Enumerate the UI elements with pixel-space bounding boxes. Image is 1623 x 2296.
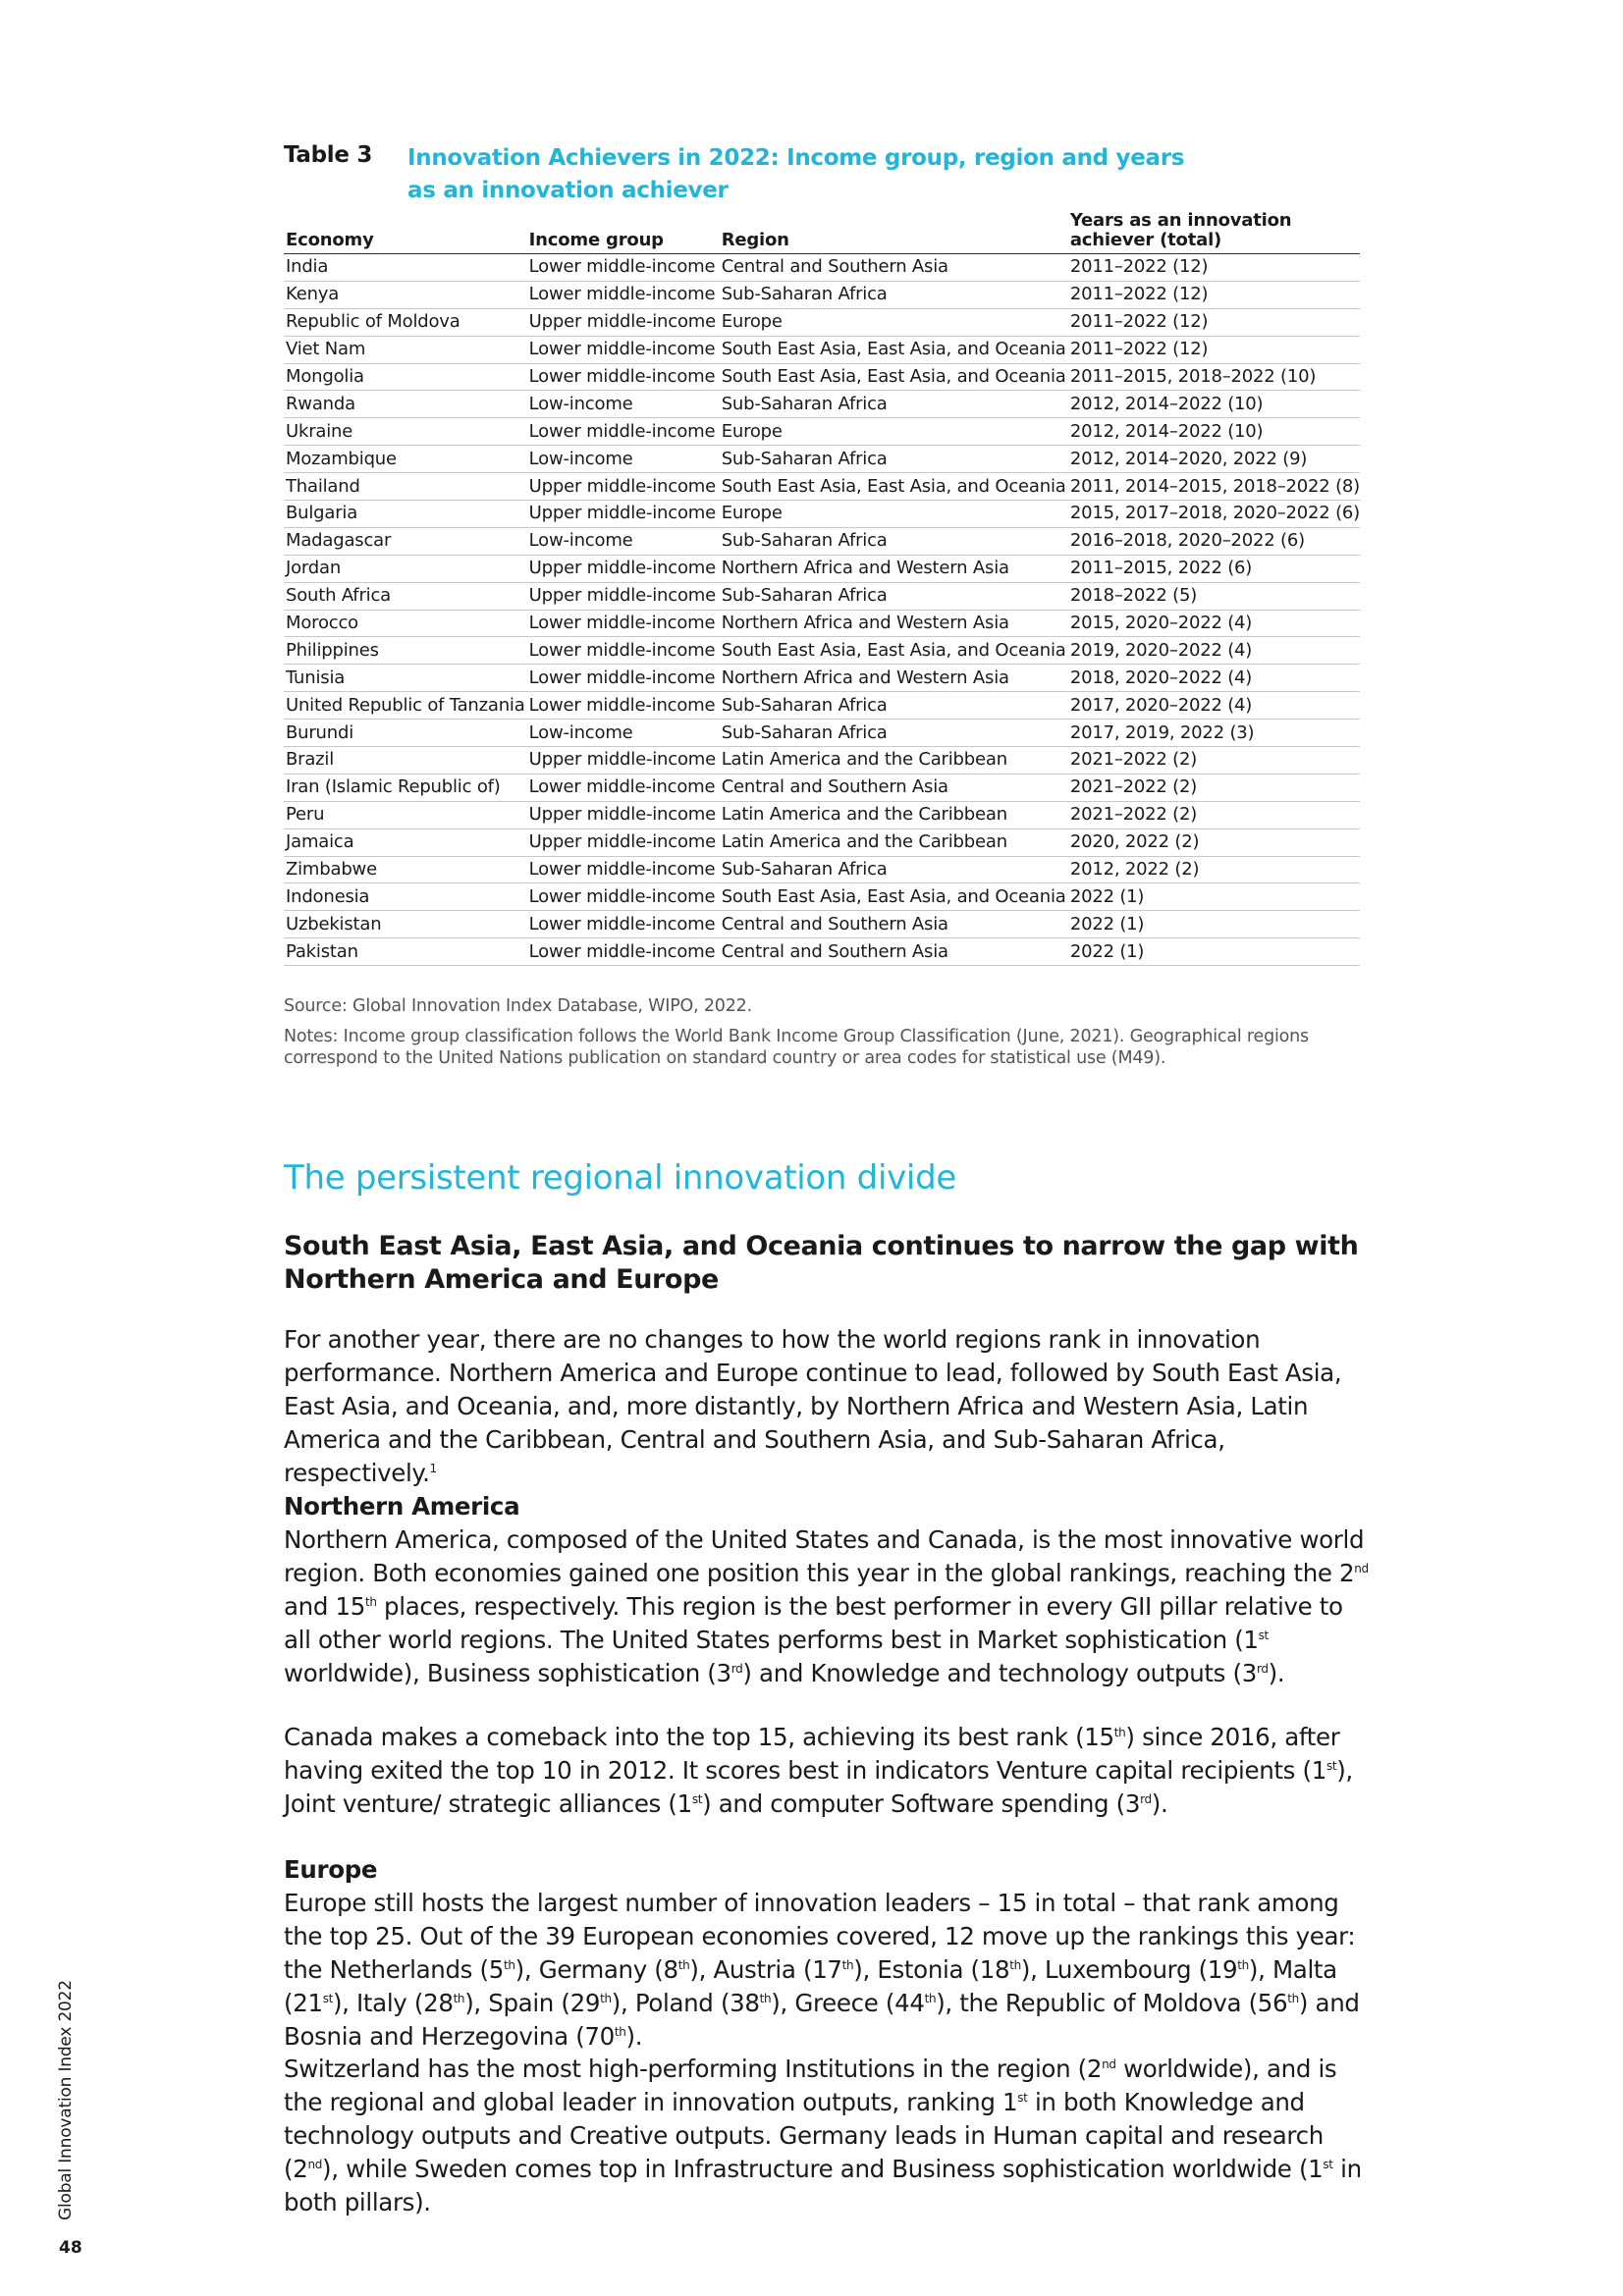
table-row	[284, 637, 1360, 665]
cell-income-group: Lower middle-income	[527, 637, 720, 665]
cell-years: 2012, 2014–2022 (10)	[1068, 418, 1360, 446]
northern-america-paragraph-2: Canada makes a comeback into the top 15, achieving its best rank (15th) since 2016, after having exited the top 10 in 2012. It scores best in indicators Venture capital recipients (1st), Joint venture/ strategic alliances (1st) and computer Software spending (3rd).	[284, 1723, 1353, 1818]
table-row	[284, 720, 1360, 747]
section-subheading: South East Asia, East Asia, and Oceania continues to narrow the gap with Northern America and Europe	[284, 1231, 1359, 1295]
table-row	[284, 363, 1360, 391]
cell-economy: Burundi	[284, 720, 527, 747]
europe-paragraph-2: Switzerland has the most high-performing Institutions in the region (2nd worldwide), and is the regional and global leader in innovation outputs, ranking 1st in both Knowledge and technology outputs and Creative outputs. Germany leads in Human capital and research (2nd), while Sweden comes top in Infrastructure and Business sophistication worldwide (1st in both pillars).	[284, 2055, 1362, 2216]
northern-america-block	[284, 1490, 1374, 1690]
cell-years: 2015, 2020–2022 (4)	[1068, 610, 1360, 637]
cell-economy: Brazil	[284, 747, 527, 774]
cell-economy: Bulgaria	[284, 501, 527, 528]
cell-economy: Ukraine	[284, 418, 527, 446]
cell-income-group: Lower middle-income	[527, 938, 720, 966]
cell-economy: Thailand	[284, 473, 527, 501]
cell-years: 2020, 2022 (2)	[1068, 828, 1360, 856]
table-row	[284, 473, 1360, 501]
cell-income-group: Lower middle-income	[527, 856, 720, 883]
footnote-marker: 1	[429, 1462, 437, 1475]
cell-region: South East Asia, East Asia, and Oceania	[720, 336, 1068, 363]
table-title: Innovation Achievers in 2022: Income group, region and years as an innovation achiever	[407, 145, 1185, 203]
cell-economy: Morocco	[284, 610, 527, 637]
page-number: 48	[59, 2238, 82, 2258]
cell-region: Northern Africa and Western Asia	[720, 555, 1068, 582]
cell-income-group: Upper middle-income	[527, 308, 720, 336]
cell-economy: Rwanda	[284, 391, 527, 418]
cell-income-group: Lower middle-income	[527, 610, 720, 637]
cell-region: Central and Southern Asia	[720, 254, 1068, 282]
cell-region: South East Asia, East Asia, and Oceania	[720, 883, 1068, 911]
header-income-group: Income group	[527, 211, 720, 254]
cell-economy: Jamaica	[284, 828, 527, 856]
table-row	[284, 281, 1360, 308]
northern-america-heading: Northern America	[284, 1492, 520, 1521]
cell-years: 2022 (1)	[1068, 938, 1360, 966]
cell-region: South East Asia, East Asia, and Oceania	[720, 363, 1068, 391]
cell-income-group: Lower middle-income	[527, 774, 720, 801]
cell-years: 2011–2022 (12)	[1068, 254, 1360, 282]
cell-economy: South Africa	[284, 582, 527, 610]
cell-years: 2012, 2022 (2)	[1068, 856, 1360, 883]
table-row	[284, 610, 1360, 637]
europe-paragraph-1: Europe still hosts the largest number of innovation leaders – 15 in total – that rank among the top 25. Out of the 39 European economies covered, 12 move up the rankings this year: the Netherlands (5th), Germany (8th), Austria (17th), Estonia (18th), Luxembourg (19th), Malta (21st), Italy (28th), Spain (29th), Poland (38th), Greece (44th), the Republic of Moldova (56th) and Bosnia and Herzegovina (70th).	[284, 1889, 1360, 2051]
cell-economy: Uzbekistan	[284, 911, 527, 938]
cell-years: 2018, 2020–2022 (4)	[1068, 665, 1360, 692]
cell-region: Central and Southern Asia	[720, 774, 1068, 801]
cell-region: Europe	[720, 308, 1068, 336]
cell-years: 2011–2022 (12)	[1068, 281, 1360, 308]
cell-economy: Madagascar	[284, 527, 527, 555]
cell-income-group: Lower middle-income	[527, 363, 720, 391]
cell-years: 2011–2022 (12)	[1068, 336, 1360, 363]
cell-region: Europe	[720, 418, 1068, 446]
cell-region: Northern Africa and Western Asia	[720, 665, 1068, 692]
cell-income-group: Upper middle-income	[527, 828, 720, 856]
cell-region: Central and Southern Asia	[720, 938, 1068, 966]
switzerland-paragraph	[284, 2053, 1374, 2219]
cell-economy: Kenya	[284, 281, 527, 308]
cell-economy: United Republic of Tanzania	[284, 692, 527, 720]
europe-heading: Europe	[284, 1855, 378, 1884]
cell-income-group: Upper middle-income	[527, 582, 720, 610]
table-row	[284, 418, 1360, 446]
cell-region: South East Asia, East Asia, and Oceania	[720, 637, 1068, 665]
table-row	[284, 774, 1360, 801]
table-row	[284, 747, 1360, 774]
cell-region: Sub-Saharan Africa	[720, 582, 1068, 610]
table-body	[284, 254, 1360, 966]
cell-economy: Jordan	[284, 555, 527, 582]
cell-income-group: Low-income	[527, 720, 720, 747]
header-economy: Economy	[284, 211, 527, 254]
cell-income-group: Lower middle-income	[527, 911, 720, 938]
cell-income-group: Upper middle-income	[527, 747, 720, 774]
cell-region: Sub-Saharan Africa	[720, 446, 1068, 473]
cell-economy: Indonesia	[284, 883, 527, 911]
cell-economy: Mozambique	[284, 446, 527, 473]
header-years: Years as an innovation achiever (total)	[1068, 211, 1360, 254]
header-region: Region	[720, 211, 1068, 254]
cell-region: South East Asia, East Asia, and Oceania	[720, 473, 1068, 501]
table-row	[284, 665, 1360, 692]
cell-income-group: Lower middle-income	[527, 665, 720, 692]
cell-years: 2011, 2014–2015, 2018–2022 (8)	[1068, 473, 1360, 501]
cell-income-group: Upper middle-income	[527, 555, 720, 582]
cell-income-group: Low-income	[527, 527, 720, 555]
cell-years: 2012, 2014–2022 (10)	[1068, 391, 1360, 418]
cell-years: 2021–2022 (2)	[1068, 774, 1360, 801]
cell-region: Sub-Saharan Africa	[720, 856, 1068, 883]
table-row	[284, 801, 1360, 828]
cell-income-group: Upper middle-income	[527, 473, 720, 501]
cell-economy: Zimbabwe	[284, 856, 527, 883]
cell-region: Sub-Saharan Africa	[720, 692, 1068, 720]
cell-region: Latin America and the Caribbean	[720, 747, 1068, 774]
table-header-row	[284, 211, 1360, 254]
intro-paragraph	[284, 1323, 1374, 1490]
cell-years: 2022 (1)	[1068, 883, 1360, 911]
cell-economy: Mongolia	[284, 363, 527, 391]
cell-income-group: Low-income	[527, 391, 720, 418]
cell-years: 2021–2022 (2)	[1068, 747, 1360, 774]
cell-income-group: Lower middle-income	[527, 418, 720, 446]
table-row	[284, 336, 1360, 363]
cell-region: Sub-Saharan Africa	[720, 720, 1068, 747]
cell-region: Sub-Saharan Africa	[720, 391, 1068, 418]
cell-income-group: Upper middle-income	[527, 501, 720, 528]
cell-economy: India	[284, 254, 527, 282]
cell-income-group: Lower middle-income	[527, 336, 720, 363]
cell-economy: Pakistan	[284, 938, 527, 966]
section-heading: The persistent regional innovation divide	[284, 1158, 956, 1198]
northern-america-paragraph-1: Northern America, composed of the United States and Canada, is the most innovative world region. Both economies gained one position this year in the global rankings, reaching the 2nd and 15th places, respectively. This region is the best performer in every GII pillar relative to all other world regions. The United States performs best in Market sophistication (1st worldwide), Business sophistication (3rd) and Knowledge and technology outputs (3rd).	[284, 1525, 1369, 1687]
cell-region: Northern Africa and Western Asia	[720, 610, 1068, 637]
cell-income-group: Upper middle-income	[527, 801, 720, 828]
cell-income-group: Lower middle-income	[527, 254, 720, 282]
cell-income-group: Lower middle-income	[527, 883, 720, 911]
cell-economy: Philippines	[284, 637, 527, 665]
table-row	[284, 527, 1360, 555]
cell-region: Sub-Saharan Africa	[720, 281, 1068, 308]
cell-region: Sub-Saharan Africa	[720, 527, 1068, 555]
cell-income-group: Lower middle-income	[527, 281, 720, 308]
table-row	[284, 555, 1360, 582]
cell-income-group: Low-income	[527, 446, 720, 473]
table-row	[284, 911, 1360, 938]
table-row	[284, 308, 1360, 336]
table-row	[284, 883, 1360, 911]
cell-years: 2018–2022 (5)	[1068, 582, 1360, 610]
table-row	[284, 391, 1360, 418]
table-notes: Notes: Income group classification follows the World Bank Income Group Classification (June, 2021). Geographical regions correspond to the United Nations publication on standard country or area codes for statistical use (M49).	[284, 1027, 1309, 1068]
publication-title: Global Innovation Index 2022	[56, 1980, 76, 2220]
table-row	[284, 254, 1360, 282]
cell-years: 2017, 2019, 2022 (3)	[1068, 720, 1360, 747]
cell-years: 2017, 2020–2022 (4)	[1068, 692, 1360, 720]
table-row	[284, 446, 1360, 473]
cell-region: Europe	[720, 501, 1068, 528]
cell-years: 2011–2015, 2018–2022 (10)	[1068, 363, 1360, 391]
cell-region: Latin America and the Caribbean	[720, 801, 1068, 828]
table-row	[284, 501, 1360, 528]
table-row	[284, 938, 1360, 966]
cell-years: 2022 (1)	[1068, 911, 1360, 938]
cell-economy: Iran (Islamic Republic of)	[284, 774, 527, 801]
cell-years: 2012, 2014–2020, 2022 (9)	[1068, 446, 1360, 473]
table-source: Source: Global Innovation Index Database, WIPO, 2022.	[284, 996, 752, 1016]
cell-years: 2011–2022 (12)	[1068, 308, 1360, 336]
intro-text: For another year, there are no changes to how the world regions rank in innovation performance. Northern America and Europe continue to lead, followed by South East Asia, East Asia, and Oceania, and, more distantly, by Northern Africa and Western Asia, Latin America and the Caribbean, Central and Southern Asia, and Sub-Saharan Africa, respectively.	[284, 1325, 1342, 1487]
cell-years: 2019, 2020–2022 (4)	[1068, 637, 1360, 665]
cell-economy: Viet Nam	[284, 336, 527, 363]
innovation-achievers-table	[284, 211, 1360, 966]
table-row	[284, 582, 1360, 610]
cell-years: 2021–2022 (2)	[1068, 801, 1360, 828]
cell-income-group: Lower middle-income	[527, 692, 720, 720]
cell-economy: Tunisia	[284, 665, 527, 692]
cell-years: 2016–2018, 2020–2022 (6)	[1068, 527, 1360, 555]
table-row	[284, 828, 1360, 856]
europe-block	[284, 1853, 1374, 2054]
table-row	[284, 692, 1360, 720]
cell-region: Central and Southern Asia	[720, 911, 1068, 938]
table-row	[284, 856, 1360, 883]
cell-economy: Republic of Moldova	[284, 308, 527, 336]
cell-years: 2011–2015, 2022 (6)	[1068, 555, 1360, 582]
cell-economy: Peru	[284, 801, 527, 828]
canada-paragraph	[284, 1721, 1374, 1821]
cell-region: Latin America and the Caribbean	[720, 828, 1068, 856]
table-label: Table 3	[284, 142, 373, 168]
cell-years: 2015, 2017–2018, 2020–2022 (6)	[1068, 501, 1360, 528]
